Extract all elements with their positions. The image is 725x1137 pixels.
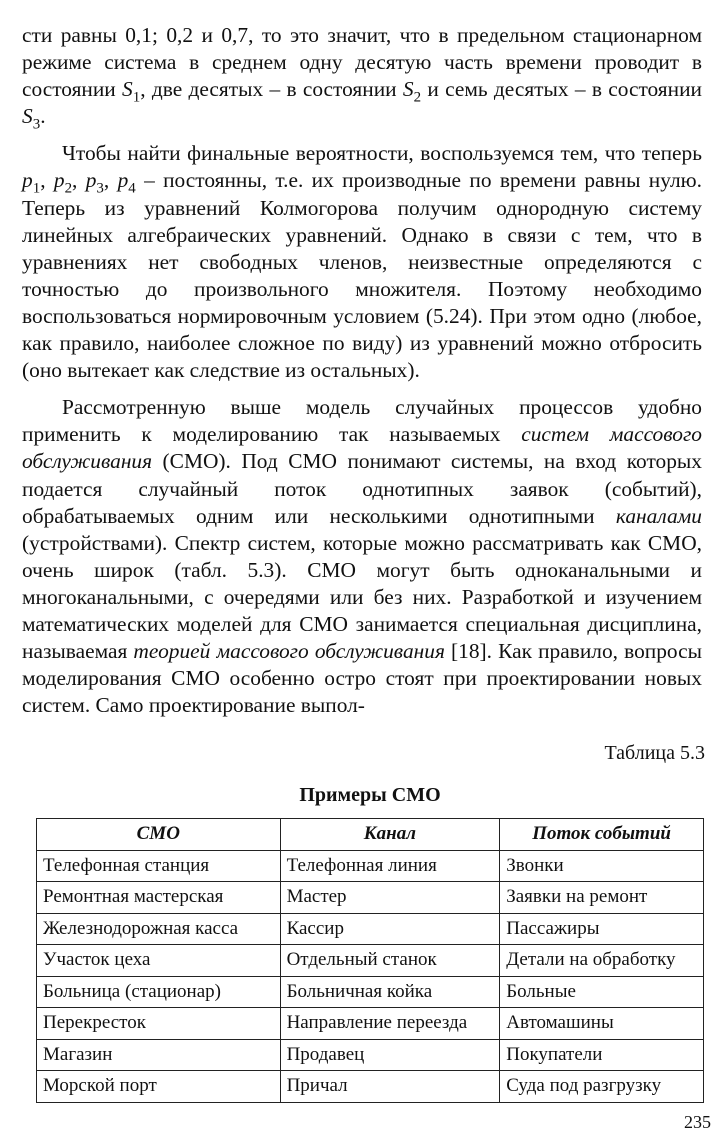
table-cell: Отдельный станок [280, 945, 500, 977]
symbol-p4: p [117, 168, 129, 193]
table-cell: Телефонная линия [280, 850, 500, 882]
table-cell: Участок цеха [37, 945, 281, 977]
term-queueing-systems: систем массового обслуживания [22, 422, 702, 474]
term-queueing-theory: теорией массового обслуживания [133, 639, 445, 664]
table-cell: Причал [280, 1071, 500, 1103]
table-title: Примеры СМО [299, 784, 441, 806]
paragraph-1: сти равны 0,1; 0,2 и 0,7, то это значит, что в предельном стационарном режиме система в среднем одну десятую часть времени проводит в состоянии $S_1$, две десятых – в состоянии $S_2$ и семь десятых – в состоянии $S_3$. [22, 23, 702, 133]
table-cell: Перекресток [37, 1008, 281, 1040]
table-row [37, 1039, 704, 1071]
table-cell: Суда под разгрузку [500, 1071, 704, 1103]
header-channel: Канал [280, 819, 500, 851]
table-cell: Телефонная станция [37, 850, 281, 882]
smo-examples-table [36, 818, 704, 1103]
symbol-s3: S [22, 104, 33, 129]
body-text [22, 22, 702, 719]
table-row [37, 976, 704, 1008]
table-cell: Пассажиры [500, 913, 704, 945]
table-cell: Продавец [280, 1039, 500, 1071]
table-cell: Больница (стационар) [37, 976, 281, 1008]
paragraph-2: Чтобы найти финальные вероятности, воспользуемся тем, что теперь $p_1$, $p_2$, $p_3$, $p_4$ – постоянны, т.е. их производные по времени равны нулю. Теперь из уравнений Колмогорова получим однородную систему линейных алгебраических уравнений. Однако в связи с тем, что в уравнениях нет свободных членов, неизвестные определяются с точностью до произвольного множителя. Поэтому необходимо воспользоваться нормировочным условием (5.24). При этом одно (любое, как правило, наиболее сложное по виду) из уравнений можно отбросить (оно вытекает как следствие из остальных). [22, 141, 702, 383]
header-smo: СМО [37, 819, 281, 851]
table-cell: Больничная койка [280, 976, 500, 1008]
table-header-row [37, 819, 704, 851]
table-cell: Магазин [37, 1039, 281, 1071]
table-row [37, 945, 704, 977]
term-channels: каналами [615, 503, 702, 528]
table-cell: Железнодорожная касса [37, 913, 281, 945]
symbol-p2: p [53, 168, 65, 193]
table-cell: Автомашины [500, 1008, 704, 1040]
page-number: 235 [684, 1112, 711, 1132]
table-row [37, 913, 704, 945]
table-cell: Заявки на ремонт [500, 882, 704, 914]
table-cell: Звонки [500, 850, 704, 882]
symbol-s2: S [402, 77, 414, 102]
table-cell: Мастер [280, 882, 500, 914]
symbol-p3: p [85, 168, 97, 193]
table-row [37, 1071, 704, 1103]
table-cell: Направление переезда [280, 1008, 500, 1040]
paragraph-3: Рассмотренную выше модель случайных процессов удобно применить к моделированию так называемых систем массового обслуживания (СМО). Под СМО понимают системы, на вход которых подается случайный поток однотипных заявок (событий), обрабатываемых одним или несколькими однотипными каналами (устройствами). Спектр систем, которые можно рассматривать как СМО, очень широк (табл. 5.3). СМО могут быть одноканальными и многоканальными, с очередями или без них. Разработкой и изучением математических моделей для СМО занимается специальная дисциплина, называемая теорией массового обслуживания [18]. Как правило, вопросы моделирования СМО особенно остро стоят при проектировании новых систем. Само проектирование выпол- [22, 395, 703, 718]
table-cell: Кассир [280, 913, 500, 945]
table-row [37, 850, 704, 882]
table-cell: Покупатели [500, 1039, 704, 1071]
table-row [37, 1008, 704, 1040]
table-row [37, 882, 704, 914]
table-cell: Больные [500, 976, 704, 1008]
header-event-flow: Поток событий [500, 819, 704, 851]
symbol-p1: p [22, 168, 33, 193]
table-cell: Ремонтная мастерская [37, 882, 281, 914]
symbol-s1: S [122, 77, 133, 102]
table-label: Таблица 5.3 [604, 742, 705, 764]
table-cell: Морской порт [37, 1071, 281, 1103]
table-cell: Детали на обработку [500, 945, 704, 977]
